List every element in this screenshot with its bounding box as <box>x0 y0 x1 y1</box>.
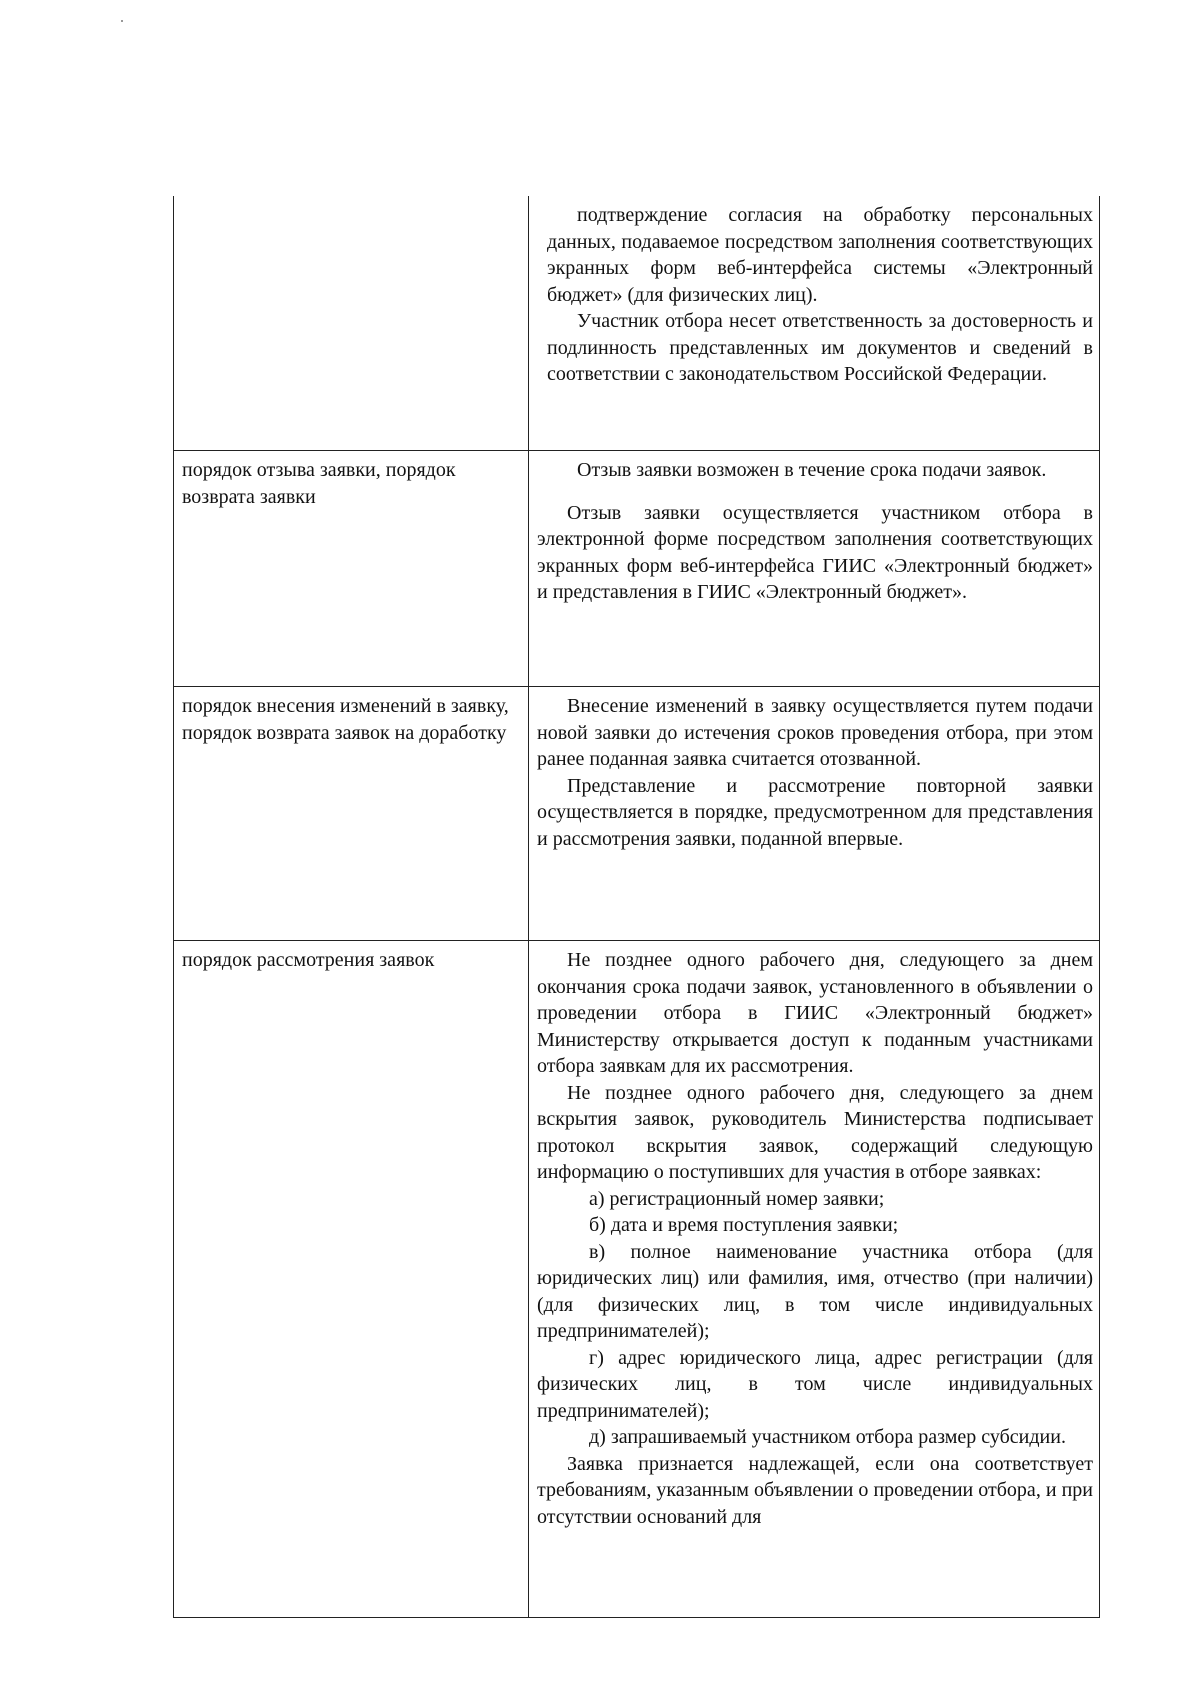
row-content-cell <box>529 941 1100 1618</box>
access-paragraph: Не позднее одного рабочего дня, следующего за днем окончания срока подачи заявок, установленного в объявлении о проведении отбора в ГИИС «Электронный бюджет» Министерству открывается доступ к поданным участниками отбора заявкам для их рассмотрения. <box>537 949 1093 1077</box>
consent-paragraph: подтверждение согласия на обработку персональных данных, подаваемое посредством заполнения соответствующих экранных форм веб-интерфейса системы «Электронный бюджет» (для физических лиц). <box>547 204 1093 306</box>
row-label-cell: порядок внесения изменений в заявку, порядок возврата заявок на доработку <box>174 687 529 941</box>
scan-speck <box>121 20 123 22</box>
list-item-d: г) адрес юридического лица, адрес регистрации (для физических лиц, в том числе индивидуальных предпринимателей); <box>537 1346 1093 1422</box>
row-label-cell <box>174 196 529 451</box>
responsibility-paragraph: Участник отбора несет ответственность за достоверность и подлинность представленных им документов и сведений в соответствии с законодательством Российской Федерации. <box>547 310 1093 385</box>
table-row <box>174 196 1100 451</box>
changes-paragraph: Внесение изменений в заявку осуществляется путем подачи новой заявки до истечения сроков проведения отбора, при этом ранее поданная заявка считается отозванной. <box>537 695 1093 770</box>
repeat-application-paragraph: Представление и рассмотрение повторной заявки осуществляется в порядке, предусмотренном для представления и рассмотрения заявки, поданной впервые. <box>537 774 1093 850</box>
list-item-b: б) дата и время поступления заявки; <box>589 1214 899 1236</box>
withdrawal-method-paragraph: Отзыв заявки осуществляется участником отбора в электронной форме посредством заполнения соответствующих экранных форм веб-интерфейса ГИИС «Электронный бюджет» и представления в ГИИС «Электронный бюджет». <box>537 501 1093 603</box>
selection-procedure-table <box>173 196 1100 1618</box>
row-label-cell: порядок отзыва заявки, порядок возврата заявки <box>174 451 529 687</box>
row-label-cell: порядок рассмотрения заявок <box>174 941 529 1618</box>
table-row <box>174 687 1100 941</box>
row-content-cell <box>529 687 1100 941</box>
table-row <box>174 451 1100 687</box>
list-item-c: в) полное наименование участника отбора (для юридических лиц) или фамилия, имя, отчество (при наличии) (для физических лиц, в том числе индивидуальных предпринимателей); <box>537 1240 1093 1342</box>
list-item-e: д) запрашиваемый участником отбора размер субсидии. <box>589 1426 1066 1448</box>
row-content-cell <box>529 451 1100 687</box>
row-content-cell <box>529 196 1100 451</box>
withdrawal-period-paragraph: Отзыв заявки возможен в течение срока подачи заявок. <box>577 459 1047 481</box>
admissibility-paragraph: Заявка признается надлежащей, если она соответствует требованиям, указанным объявлении о проведении отбора, и при отсутствии оснований для <box>537 1452 1093 1528</box>
protocol-paragraph: Не позднее одного рабочего дня, следующего за днем вскрытия заявок, руководитель Министерства подписывает протокол вскрытия заявок, содержащий следующую информацию о поступивших для участия в отборе заявках: <box>537 1081 1093 1183</box>
list-item-a: а) регистрационный номер заявки; <box>589 1187 885 1210</box>
table-row <box>174 941 1100 1618</box>
